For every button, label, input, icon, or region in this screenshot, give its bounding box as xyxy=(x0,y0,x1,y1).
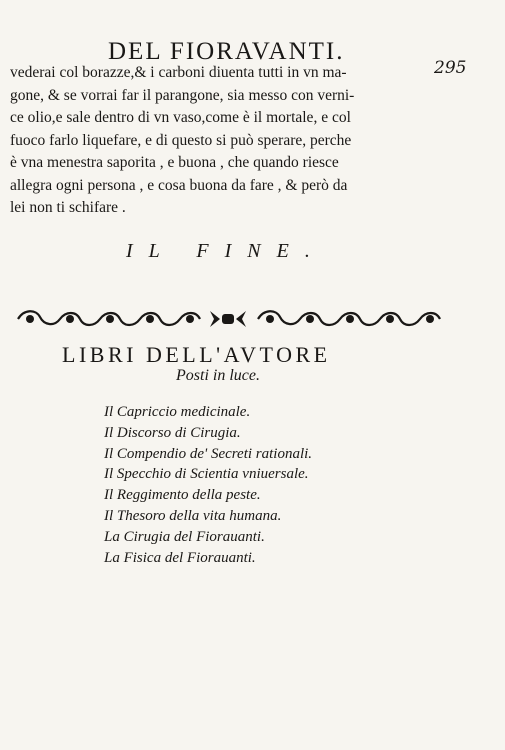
book-title: Il Compendio de' Secreti rationali. xyxy=(104,445,313,462)
books-heading: LIBRI DELL'AVTORE xyxy=(62,342,331,367)
body-line: fuoco farlo liquefare, e di questo si può sperare, perche xyxy=(10,131,352,149)
running-head: DEL FIORAVANTI. xyxy=(108,38,345,65)
body-line: ce olio,e sale dentro di vn vaso,come è il mortale, e col xyxy=(10,109,351,126)
books-list xyxy=(104,402,312,568)
decorative-ornament-band xyxy=(14,305,444,333)
page-number: 295 xyxy=(434,58,467,78)
body-line: allegra ogni persona , e cosa buona da fare , & però da xyxy=(10,176,348,194)
book-title: Il Reggimento della peste. xyxy=(104,487,261,504)
body-line: vederai col borazze,& i carboni diuenta tutti in vn ma- xyxy=(10,64,347,81)
book-title: Il Specchio di Scientia vniuersale. xyxy=(104,466,309,483)
book-title: La Fisica del Fiorauanti. xyxy=(104,549,256,566)
closing-text: IL FINE. xyxy=(126,240,326,262)
book-title: La Cirugia del Fiorauanti. xyxy=(104,528,265,545)
book-title: Il Thesoro della vita humana. xyxy=(104,507,282,524)
books-subheading: Posti in luce. xyxy=(176,367,260,384)
book-title: Il Capriccio medicinale. xyxy=(104,404,251,420)
body-text xyxy=(10,62,455,220)
book-title: Il Discorso di Cirugia. xyxy=(104,424,241,441)
body-line: è vna menestra saporita , e buona , che quando riesce xyxy=(10,154,339,171)
body-line: gone, & se vorrai far il parangone, sia messo con verni- xyxy=(10,86,355,104)
body-line: lei non ti schifare . xyxy=(10,199,126,216)
